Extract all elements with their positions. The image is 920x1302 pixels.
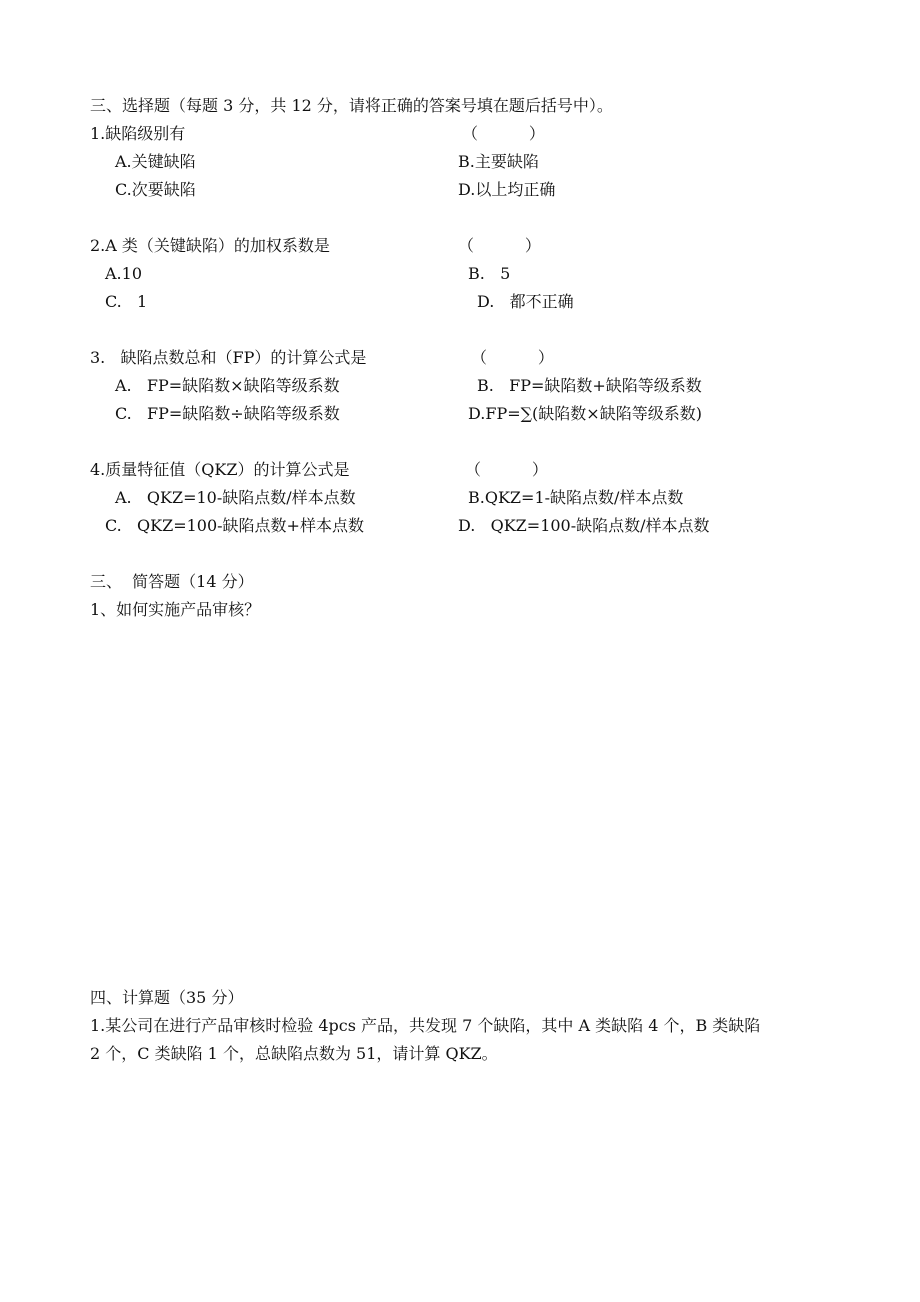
calculation-question-1-line-2: 2 个，C 类缺陷 1 个，总缺陷点数为 51，请计算 QKZ。 bbox=[90, 1044, 498, 1063]
section3-heading: 三、选择题（每题 3 分，共 12 分，请将正确的答案号填在题后括号中）。 bbox=[90, 96, 613, 115]
question-4-option-c: C. QKZ=100-缺陷点数+样本点数 bbox=[105, 516, 364, 535]
question-3-stem: 3. 缺陷点数总和（FP）的计算公式是 bbox=[90, 348, 367, 367]
question-1-option-a: A.关键缺陷 bbox=[115, 152, 196, 171]
question-2-answer-bracket: （ ） bbox=[458, 236, 541, 255]
question-2-option-a: A.10 bbox=[105, 264, 142, 283]
question-2-option-d: D. 都不正确 bbox=[477, 292, 574, 311]
question-1-option-d: D.以上均正确 bbox=[458, 180, 556, 199]
question-4-stem: 4.质量特征值（QKZ）的计算公式是 bbox=[90, 460, 350, 479]
short-answer-heading: 三、 简答题（14 分） bbox=[90, 572, 254, 591]
question-3-option-a: A. FP=缺陷数×缺陷等级系数 bbox=[115, 376, 340, 395]
question-4-option-d: D. QKZ=100-缺陷点数/样本点数 bbox=[458, 516, 710, 535]
question-3-answer-bracket: （ ） bbox=[471, 348, 554, 367]
question-3-option-d: D.FP=∑(缺陷数×缺陷等级系数) bbox=[468, 404, 702, 423]
question-2-option-c: C. 1 bbox=[105, 292, 148, 311]
short-answer-question-1: 1、如何实施产品审核？ bbox=[90, 600, 261, 619]
question-1-answer-bracket: （ ） bbox=[462, 124, 545, 143]
question-2-option-b: B. 5 bbox=[468, 264, 511, 283]
question-4-option-b: B.QKZ=1-缺陷点数/样本点数 bbox=[468, 488, 684, 507]
question-2-stem: 2.A 类（关键缺陷）的加权系数是 bbox=[90, 236, 330, 255]
question-4-option-a: A. QKZ=10-缺陷点数/样本点数 bbox=[115, 488, 356, 507]
question-4-answer-bracket: （ ） bbox=[465, 460, 548, 479]
question-3-option-b: B. FP=缺陷数+缺陷等级系数 bbox=[477, 376, 702, 395]
calculation-question-1-line-1: 1.某公司在进行产品审核时检验 4pcs 产品，共发现 7 个缺陷，其中 A 类缺陷 4 个，B 类缺陷 bbox=[90, 1016, 761, 1035]
question-3-option-c: C. FP=缺陷数÷缺陷等级系数 bbox=[115, 404, 340, 423]
question-1-option-b: B.主要缺陷 bbox=[458, 152, 539, 171]
question-1-option-c: C.次要缺陷 bbox=[115, 180, 196, 199]
question-1-stem: 1.缺陷级别有 bbox=[90, 124, 186, 143]
calculation-heading: 四、计算题（35 分） bbox=[90, 988, 244, 1007]
